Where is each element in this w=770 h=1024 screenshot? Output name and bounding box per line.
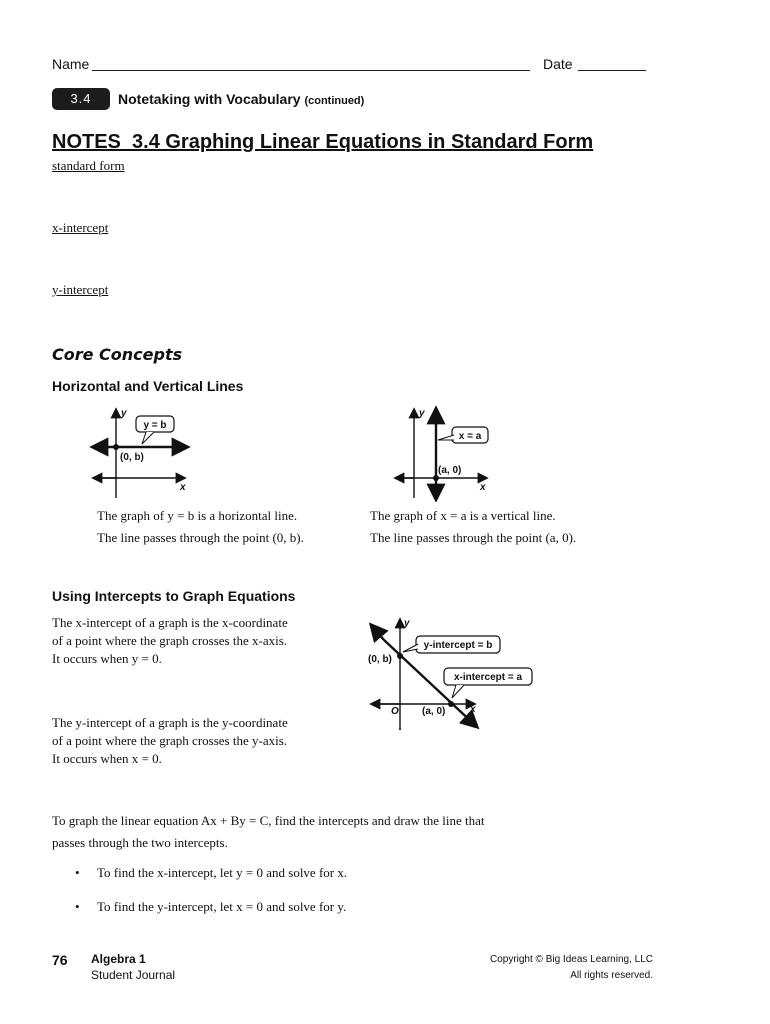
procedure-line1: To graph the linear equation Ax + By = C, find the intercepts and draw the line that [52, 813, 485, 828]
x-axis-label: x [470, 704, 476, 715]
vocab-x-intercept: x-intercept [52, 220, 109, 235]
name-field-line[interactable] [92, 70, 530, 71]
page-number: 76 [52, 952, 68, 968]
notes-title: NOTES 3.4 Graphing Linear Equations in Standard Form [52, 131, 594, 153]
footer-copyright: Copyright © Big Ideas Learning, LLC [489, 954, 653, 965]
vocab-standard-form: standard form [52, 158, 125, 173]
bullet-x-intercept: • To find the x-intercept, let y = 0 and solve for x. [97, 864, 347, 882]
y-para-line3: It occurs when x = 0. [52, 751, 162, 766]
point-0-b [113, 444, 119, 450]
section-subtitle: (continued) [304, 95, 365, 107]
point-a-label: (a, 0) [422, 706, 446, 717]
point-b-label: (0, b) [368, 654, 392, 665]
x-intercept-paragraph [52, 614, 288, 668]
x-axis-label: x [180, 482, 186, 493]
y-intercept-callout-text: y-intercept = b [423, 640, 493, 651]
horizontal-vertical-heading: Horizontal and Vertical Lines [52, 378, 244, 394]
section-badge: 3.4 [52, 88, 110, 110]
y-para-line1: The y-intercept of a graph is the y-coordinate [52, 715, 288, 730]
footer-rights: All rights reserved. [570, 970, 653, 981]
vertical-caption [370, 507, 576, 547]
origin-label: O [391, 706, 399, 717]
point-label: (a, 0) [438, 465, 462, 476]
core-concepts-heading: Core Concepts [52, 345, 183, 364]
callout-text: y = b [143, 420, 167, 431]
vertical-caption-line2: The line passes through the point (a, 0). [370, 530, 577, 545]
bullet-y-intercept: • To find the y-intercept, let x = 0 and solve for y. [97, 898, 346, 916]
y-axis-label: y [419, 408, 425, 419]
footer-subtitle: Student Journal [91, 968, 176, 982]
procedure-paragraph [52, 812, 485, 852]
x-para-line3: It occurs when y = 0. [52, 651, 162, 666]
section-title [118, 91, 364, 107]
intercepts-heading: Using Intercepts to Graph Equations [52, 588, 296, 604]
x-axis-label: x [480, 482, 486, 493]
name-label: Name [52, 56, 90, 72]
y-intercept-paragraph [52, 714, 288, 768]
point-label: (0, b) [120, 452, 144, 463]
horizontal-line-graph [88, 404, 198, 502]
vertical-caption-line1: The graph of x = a is a vertical line. [370, 508, 556, 523]
horizontal-caption [97, 507, 304, 547]
vocab-y-intercept: y-intercept [52, 282, 109, 297]
x-para-line1: The x-intercept of a graph is the x-coordinate [52, 615, 288, 630]
y-axis-label: y [121, 408, 127, 419]
callout-text: x = a [458, 431, 482, 442]
point-0-b [397, 653, 403, 659]
point-a-0 [448, 701, 454, 707]
procedure-line2: passes through the two intercepts. [52, 835, 228, 850]
horizontal-caption-line2: The line passes through the point (0, b). [97, 530, 304, 545]
section-title-text: Notetaking with Vocabulary [118, 91, 301, 107]
date-label: Date [543, 56, 573, 72]
y-axis-label: y [404, 618, 410, 629]
intercepts-graph [364, 614, 540, 734]
x-intercept-callout-text: x-intercept = a [453, 672, 523, 683]
y-para-line2: of a point where the graph crosses the y-axis. [52, 733, 288, 748]
date-field-line[interactable] [578, 70, 646, 71]
footer-book: Algebra 1 [91, 952, 146, 966]
vertical-line-graph [392, 404, 502, 502]
x-para-line2: of a point where the graph crosses the x-axis. [52, 633, 288, 648]
horizontal-caption-line1: The graph of y = b is a horizontal line. [97, 508, 298, 523]
